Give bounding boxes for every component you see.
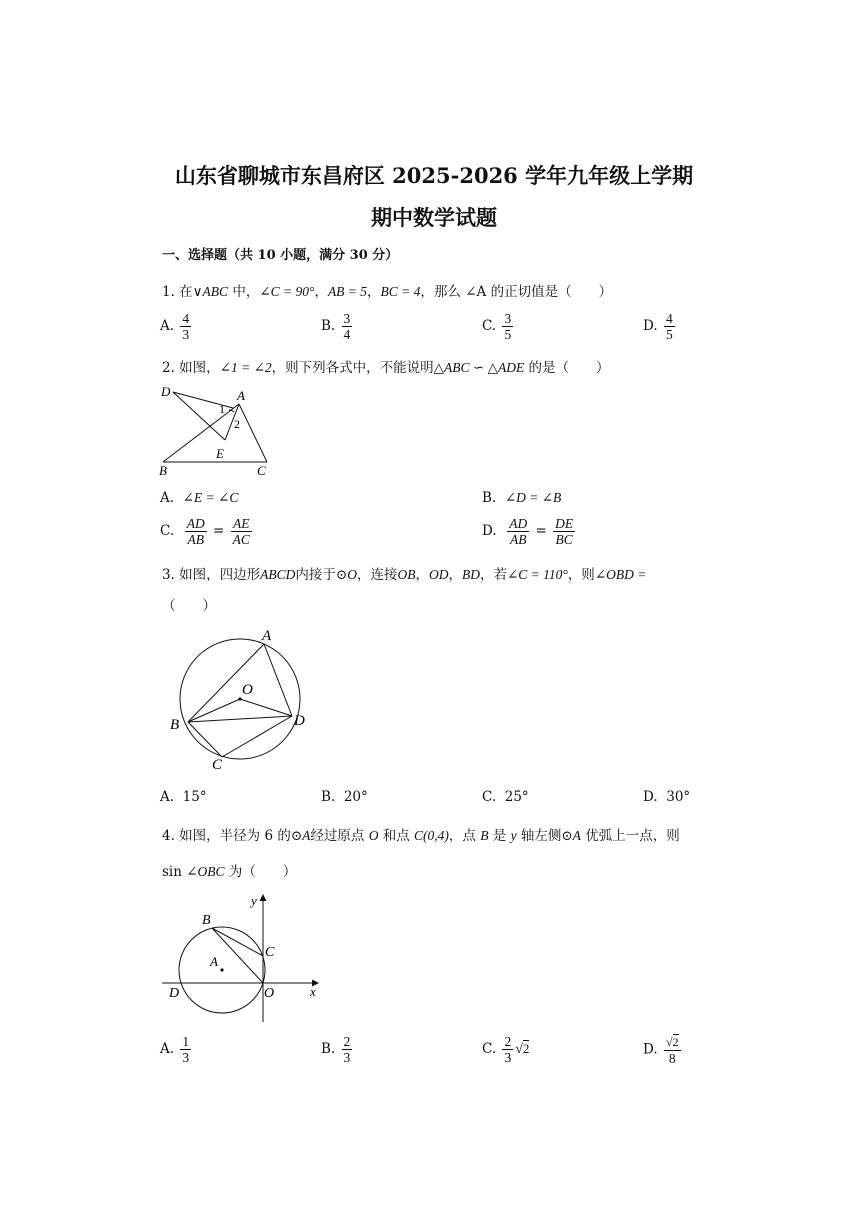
q1-cond-1: ∠C = 90° bbox=[259, 284, 315, 299]
q3-text-b: 内接于⊙ bbox=[295, 567, 348, 583]
q1-option-d-label: D. bbox=[643, 318, 658, 334]
q4-option-a-label: A. bbox=[160, 1041, 175, 1057]
q3-text-c: ，连接 bbox=[356, 567, 398, 583]
label-D: D bbox=[294, 713, 305, 729]
q2-text-b: ，则下列各式中，不能说明 bbox=[271, 360, 434, 376]
q3-text-a: 3. 如图，四边形 bbox=[162, 567, 261, 583]
question-4-stem bbox=[162, 824, 680, 844]
denominator: 5 bbox=[665, 327, 673, 342]
q4-option-b[interactable] bbox=[321, 1034, 354, 1065]
q1-option-c-fraction bbox=[502, 311, 513, 342]
denominator: 4 bbox=[343, 327, 351, 342]
title-line-2: 期中数学试题 bbox=[371, 205, 497, 230]
equals-sign: = bbox=[535, 523, 547, 539]
q4-text-e: 是 bbox=[488, 828, 511, 844]
q4-option-b-label: B. bbox=[321, 1041, 336, 1057]
q2-option-c[interactable] bbox=[160, 516, 254, 547]
q2-option-d-frac-1 bbox=[507, 516, 529, 547]
q2-text-c: 的是（ ） bbox=[524, 360, 610, 376]
q4-option-d-fraction bbox=[664, 1034, 681, 1066]
q3-angle: ∠C = 110° bbox=[506, 567, 568, 582]
line-BO bbox=[212, 928, 263, 983]
q2-option-d-frac-2 bbox=[553, 516, 575, 547]
label-B: B bbox=[202, 913, 211, 928]
q4-option-b-fraction bbox=[342, 1034, 353, 1065]
q3-sep-2: ， bbox=[448, 567, 462, 583]
q3-seg-1: OB bbox=[397, 567, 416, 582]
q2-option-a[interactable] bbox=[160, 490, 238, 506]
q3-sep-1: ， bbox=[415, 567, 429, 583]
label-A: A bbox=[237, 388, 245, 403]
numerator: 3 bbox=[504, 311, 512, 326]
q2-option-c-frac-1 bbox=[185, 516, 207, 547]
title-line-1: 山东省聊城市东昌府区 2025-2026 学年九年级上学期 bbox=[174, 163, 694, 188]
numerator: 4 bbox=[665, 311, 673, 326]
q4-option-a-fraction bbox=[180, 1034, 191, 1065]
section-heading: 一、选择题（共 10 小题，满分 30 分） bbox=[162, 248, 399, 263]
label-C: C bbox=[257, 463, 266, 477]
q3-ask: ∠OBD = bbox=[594, 567, 647, 582]
q3-figure bbox=[162, 624, 322, 774]
q4-origin: O bbox=[368, 828, 379, 843]
radicand: 2 bbox=[522, 1041, 530, 1056]
numerator: AD bbox=[509, 516, 528, 531]
numerator: 1 bbox=[182, 1034, 190, 1049]
q1-option-b-fraction bbox=[342, 311, 353, 342]
q4-angle: ∠OBC bbox=[186, 864, 225, 879]
q2-condition: ∠1 = ∠2 bbox=[219, 360, 272, 375]
q2-option-c-frac-2 bbox=[231, 516, 252, 547]
q1-option-d-fraction bbox=[664, 311, 675, 342]
q4-option-a[interactable] bbox=[160, 1034, 193, 1065]
q4-option-c-fraction bbox=[502, 1034, 513, 1065]
denominator: 3 bbox=[182, 1050, 190, 1065]
q4-text-c: 和点 bbox=[378, 828, 415, 844]
q2-option-c-label: C. bbox=[160, 523, 175, 539]
q3-option-d-value: 30° bbox=[666, 789, 691, 805]
equals-sign: = bbox=[213, 523, 225, 539]
q4-text-a: 4. 如图，半径为 6 的⊙ bbox=[162, 828, 303, 844]
numerator: 4 bbox=[182, 311, 190, 326]
numerator: 2 bbox=[504, 1034, 512, 1049]
label-angle-2: 2 bbox=[234, 417, 240, 431]
label-C: C bbox=[212, 757, 223, 773]
denominator: AB bbox=[509, 532, 527, 547]
q4-circle-a: A bbox=[302, 828, 311, 843]
q1-mid: 中， bbox=[228, 284, 260, 300]
q4-option-c-label: C. bbox=[482, 1041, 497, 1057]
q3-text-d: ，若 bbox=[479, 567, 507, 583]
q2-option-b[interactable] bbox=[482, 490, 561, 506]
q1-option-d[interactable] bbox=[643, 311, 677, 342]
label-D: D bbox=[161, 384, 171, 399]
q3-option-c-label: C. bbox=[482, 789, 497, 805]
q2-text-a: 2. 如图， bbox=[162, 360, 220, 376]
q3-option-a-label: A. bbox=[160, 789, 175, 805]
question-4-line-2 bbox=[162, 860, 296, 880]
numerator: 2 bbox=[343, 1034, 351, 1049]
q1-prefix: 1. 在 bbox=[162, 284, 193, 300]
q2-figure bbox=[155, 382, 280, 477]
q1-option-a-fraction bbox=[180, 311, 191, 342]
q3-text-e: ，则 bbox=[567, 567, 595, 583]
line-AC bbox=[239, 404, 267, 462]
q3-option-d[interactable] bbox=[643, 789, 690, 805]
q1-sep-2: ， bbox=[367, 284, 381, 300]
line-CD bbox=[222, 716, 292, 757]
numerator: AE bbox=[233, 516, 250, 531]
label-angle-1: 1 bbox=[219, 402, 225, 416]
q3-option-b-label: B. bbox=[321, 789, 336, 805]
q3-option-d-label: D. bbox=[643, 789, 658, 805]
q3-circle: O bbox=[347, 567, 357, 582]
label-A: A bbox=[210, 954, 218, 969]
q4-text-b: 经过原点 bbox=[310, 828, 369, 844]
denominator: AC bbox=[232, 532, 250, 547]
q3-option-b[interactable] bbox=[321, 789, 368, 805]
q3-option-c-value: 25° bbox=[504, 789, 529, 805]
radicand: 2 bbox=[672, 1035, 679, 1049]
q2-option-d[interactable] bbox=[482, 516, 577, 547]
q1-option-b-label: B. bbox=[321, 318, 336, 334]
label-B: B bbox=[170, 717, 180, 733]
q3-option-c[interactable] bbox=[482, 789, 529, 805]
line-OD bbox=[240, 699, 292, 716]
label-C: C bbox=[265, 945, 275, 960]
label-x: x bbox=[310, 984, 316, 999]
q4-text-f: 轴左侧⊙ bbox=[516, 828, 573, 844]
q1-triangle: ∨ABC bbox=[192, 284, 229, 299]
numerator: 3 bbox=[343, 311, 351, 326]
q2-option-b-expr: ∠D = ∠B bbox=[504, 490, 562, 505]
q1-option-c[interactable] bbox=[482, 311, 515, 342]
q4-sin: sin bbox=[162, 864, 187, 880]
question-1-stem bbox=[162, 280, 612, 300]
q4-figure bbox=[158, 890, 328, 1025]
q4-circle-a-2: A bbox=[572, 828, 581, 843]
center-A-dot bbox=[220, 968, 223, 971]
q4-point-c: C(0,4) bbox=[414, 828, 449, 843]
q2-option-a-expr: ∠E = ∠C bbox=[182, 490, 239, 505]
denominator: 3 bbox=[182, 327, 190, 342]
q1-cond-2: AB = 5 bbox=[327, 284, 368, 299]
label-A: A bbox=[262, 628, 272, 644]
q4-option-d[interactable] bbox=[643, 1034, 683, 1066]
q1-sep-1: ， bbox=[314, 284, 328, 300]
q2-option-a-label: A. bbox=[160, 490, 175, 506]
sqrt-symbol: √ bbox=[665, 1035, 673, 1049]
line-BC bbox=[188, 722, 222, 757]
sqrt-symbol: √ bbox=[515, 1042, 523, 1057]
q1-option-a[interactable] bbox=[160, 311, 193, 342]
q1-option-c-label: C. bbox=[482, 318, 497, 334]
label-D: D bbox=[169, 986, 180, 1001]
denominator: AB bbox=[187, 532, 204, 547]
q4-y: y bbox=[510, 828, 517, 843]
q3-seg-3: BD bbox=[461, 567, 480, 582]
label-y: y bbox=[251, 893, 257, 908]
label-O: O bbox=[242, 682, 253, 698]
denominator: 5 bbox=[504, 327, 512, 342]
q4-line2-suffix: 为（ ） bbox=[224, 864, 297, 880]
q3-quad: ABCD bbox=[260, 567, 296, 582]
q2-option-d-label: D. bbox=[482, 523, 497, 539]
question-2-stem bbox=[162, 356, 610, 376]
q1-option-b[interactable] bbox=[321, 311, 354, 342]
q4-option-c[interactable] bbox=[482, 1034, 529, 1065]
q3-option-a-value: 15° bbox=[182, 789, 207, 805]
q3-seg-2: OD bbox=[428, 567, 449, 582]
q2-similarity: △ABC ∽ △ADE bbox=[433, 360, 525, 375]
q4-text-g: 优弧上一点，则 bbox=[580, 828, 680, 844]
q1-suffix: ，那么 ∠A 的正切值是（ ） bbox=[420, 284, 613, 300]
denominator: 3 bbox=[343, 1050, 351, 1065]
numerator: DE bbox=[555, 516, 574, 531]
line-AD bbox=[264, 644, 292, 716]
q2-option-b-label: B. bbox=[482, 490, 497, 506]
label-B: B bbox=[159, 463, 167, 477]
label-E: E bbox=[216, 446, 224, 461]
line-BC bbox=[212, 928, 263, 956]
label-O: O bbox=[264, 986, 275, 1001]
q4-text-d: ，点 bbox=[448, 828, 481, 844]
q3-option-a[interactable] bbox=[160, 789, 207, 805]
denominator: BC bbox=[555, 532, 573, 547]
q4-option-d-label: D. bbox=[643, 1041, 658, 1058]
q4-point-b: B bbox=[480, 828, 489, 843]
question-3-stem bbox=[162, 563, 646, 583]
q3-option-b-value: 20° bbox=[343, 789, 368, 805]
q3-paren: （ ） bbox=[162, 598, 216, 614]
q1-cond-3: BC = 4 bbox=[380, 284, 421, 299]
denominator: 8 bbox=[668, 1051, 676, 1066]
line-OB bbox=[188, 699, 240, 722]
numerator: AD bbox=[186, 516, 205, 531]
line-BD bbox=[188, 716, 292, 722]
numerator bbox=[664, 1034, 681, 1051]
denominator: 3 bbox=[504, 1050, 512, 1065]
q1-option-a-label: A. bbox=[160, 318, 175, 334]
